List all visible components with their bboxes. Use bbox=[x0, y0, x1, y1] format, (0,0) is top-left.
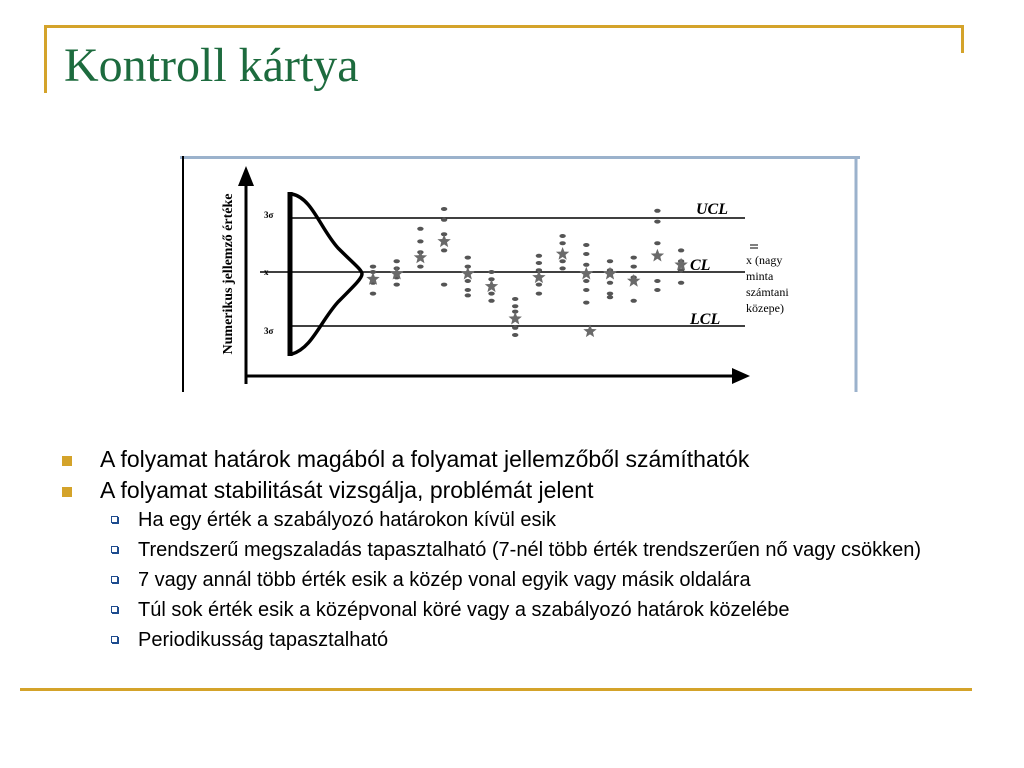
mean-annotation bbox=[746, 245, 789, 315]
sub-bullet-item bbox=[62, 539, 962, 561]
sub-bullet-item bbox=[62, 599, 962, 621]
mean-star bbox=[509, 312, 522, 325]
sample-point bbox=[559, 259, 565, 263]
hollow-square-bullet-icon bbox=[111, 516, 118, 523]
sample-point bbox=[583, 301, 589, 305]
sample-point bbox=[441, 207, 447, 211]
sub-bullet-text: Ha egy érték a szabályozó határokon kívül esik bbox=[138, 509, 556, 531]
sample-point bbox=[559, 241, 565, 245]
cl-label: CL bbox=[690, 257, 711, 274]
sample-point bbox=[370, 265, 376, 269]
sample-point bbox=[536, 254, 542, 258]
sample-point bbox=[678, 248, 684, 252]
square-bullet-icon bbox=[62, 487, 72, 497]
control-chart bbox=[180, 156, 860, 392]
sample-point bbox=[488, 270, 494, 274]
x-axis-arrow bbox=[732, 368, 750, 384]
sample-point bbox=[441, 283, 447, 287]
sample-point bbox=[559, 234, 565, 238]
hollow-square-bullet-icon bbox=[111, 546, 118, 553]
ucl-label: UCL bbox=[696, 201, 728, 218]
sub-bullet-item bbox=[62, 509, 962, 531]
sample-point bbox=[488, 292, 494, 296]
sub-bullet-text: 7 vagy annál több érték esik a közép vonal egyik vagy másik oldalára bbox=[138, 569, 751, 591]
mean-star bbox=[437, 234, 450, 247]
sample-point bbox=[512, 333, 518, 337]
sample-point bbox=[583, 263, 589, 267]
sample-point bbox=[441, 218, 447, 222]
mean-star bbox=[651, 249, 664, 262]
sample-point bbox=[512, 304, 518, 308]
frame-top-line bbox=[44, 25, 964, 28]
bullet-item bbox=[62, 444, 962, 475]
sample-point bbox=[607, 295, 613, 299]
sample-point bbox=[583, 252, 589, 256]
sample-point bbox=[631, 265, 637, 269]
annotation-line-1: x (nagy bbox=[746, 253, 783, 267]
sub-bullet-text: Periodikusság tapasztalható bbox=[138, 629, 389, 651]
sample-point bbox=[607, 281, 613, 285]
sample-point bbox=[536, 261, 542, 265]
hollow-square-bullet-icon bbox=[111, 636, 118, 643]
hollow-square-bullet-icon bbox=[111, 576, 118, 583]
lcl-label: LCL bbox=[690, 311, 721, 328]
sub-bullet-text: Túl sok érték esik a középvonal köré vagy a szabályozó határok közelébe bbox=[138, 599, 790, 621]
sample-point bbox=[417, 265, 423, 269]
sample-point bbox=[465, 256, 471, 260]
square-bullet-icon bbox=[62, 456, 72, 466]
y-axis-label: Numerikus jellemző értéke bbox=[221, 193, 236, 355]
sample-point bbox=[512, 326, 518, 330]
sample-point bbox=[370, 292, 376, 296]
frame-left-line bbox=[44, 25, 47, 93]
sample-point bbox=[465, 279, 471, 283]
bullet-list bbox=[62, 444, 962, 659]
annotation-line-3: számtani bbox=[746, 285, 789, 299]
sample-point bbox=[631, 299, 637, 303]
mean-star bbox=[627, 274, 640, 287]
sample-point bbox=[465, 293, 471, 297]
sub-bullet-item bbox=[62, 569, 962, 591]
hollow-square-bullet-icon bbox=[111, 606, 118, 613]
sample-point bbox=[465, 288, 471, 292]
center-x-mark: x bbox=[264, 267, 269, 277]
y-axis-arrow bbox=[238, 166, 254, 186]
sample-point bbox=[488, 299, 494, 303]
lower-sigma-label: 3σ bbox=[264, 326, 274, 336]
sample-point bbox=[417, 227, 423, 231]
sample-point bbox=[512, 297, 518, 301]
sample-point bbox=[654, 288, 660, 292]
sample-point bbox=[417, 239, 423, 243]
sample-point bbox=[583, 243, 589, 247]
frame-bottom-line bbox=[20, 688, 972, 691]
bullet-text: A folyamat stabilitását vizsgálja, problémát jelent bbox=[100, 477, 594, 503]
bullet-item bbox=[62, 475, 962, 506]
annotation-line-2: minta bbox=[746, 269, 774, 283]
sample-point bbox=[654, 209, 660, 213]
sample-point bbox=[654, 241, 660, 245]
mean-star bbox=[556, 247, 569, 260]
sample-point bbox=[607, 259, 613, 263]
upper-sigma-label: 3σ bbox=[264, 210, 274, 220]
mean-star bbox=[414, 251, 427, 264]
mean-star bbox=[580, 267, 593, 280]
sample-point bbox=[559, 266, 565, 270]
sample-point bbox=[631, 256, 637, 260]
mean-star bbox=[603, 267, 616, 280]
slide-title: Kontroll kártya bbox=[64, 39, 359, 92]
sample-point bbox=[678, 281, 684, 285]
mean-star bbox=[461, 267, 474, 280]
sample-point bbox=[394, 283, 400, 287]
sub-bullet-item bbox=[62, 629, 962, 651]
frame-right-line bbox=[961, 25, 964, 53]
sample-point bbox=[441, 248, 447, 252]
sample-point bbox=[654, 279, 660, 283]
sample-point bbox=[394, 259, 400, 263]
sample-point bbox=[654, 220, 660, 224]
sub-bullet-text: Trendszerű megszaladás tapasztalható (7-nél több érték trendszerűen nő vagy csökken) bbox=[138, 539, 922, 561]
sample-point bbox=[583, 279, 589, 283]
bullet-text: A folyamat határok magából a folyamat jellemzőből számíthatók bbox=[100, 446, 750, 472]
control-chart-figure bbox=[180, 156, 860, 392]
mean-star bbox=[485, 279, 498, 292]
sample-point bbox=[607, 292, 613, 296]
sample-point bbox=[583, 288, 589, 292]
sample-point bbox=[536, 283, 542, 287]
sample-point bbox=[536, 292, 542, 296]
annotation-line-4: közepe) bbox=[746, 301, 784, 315]
